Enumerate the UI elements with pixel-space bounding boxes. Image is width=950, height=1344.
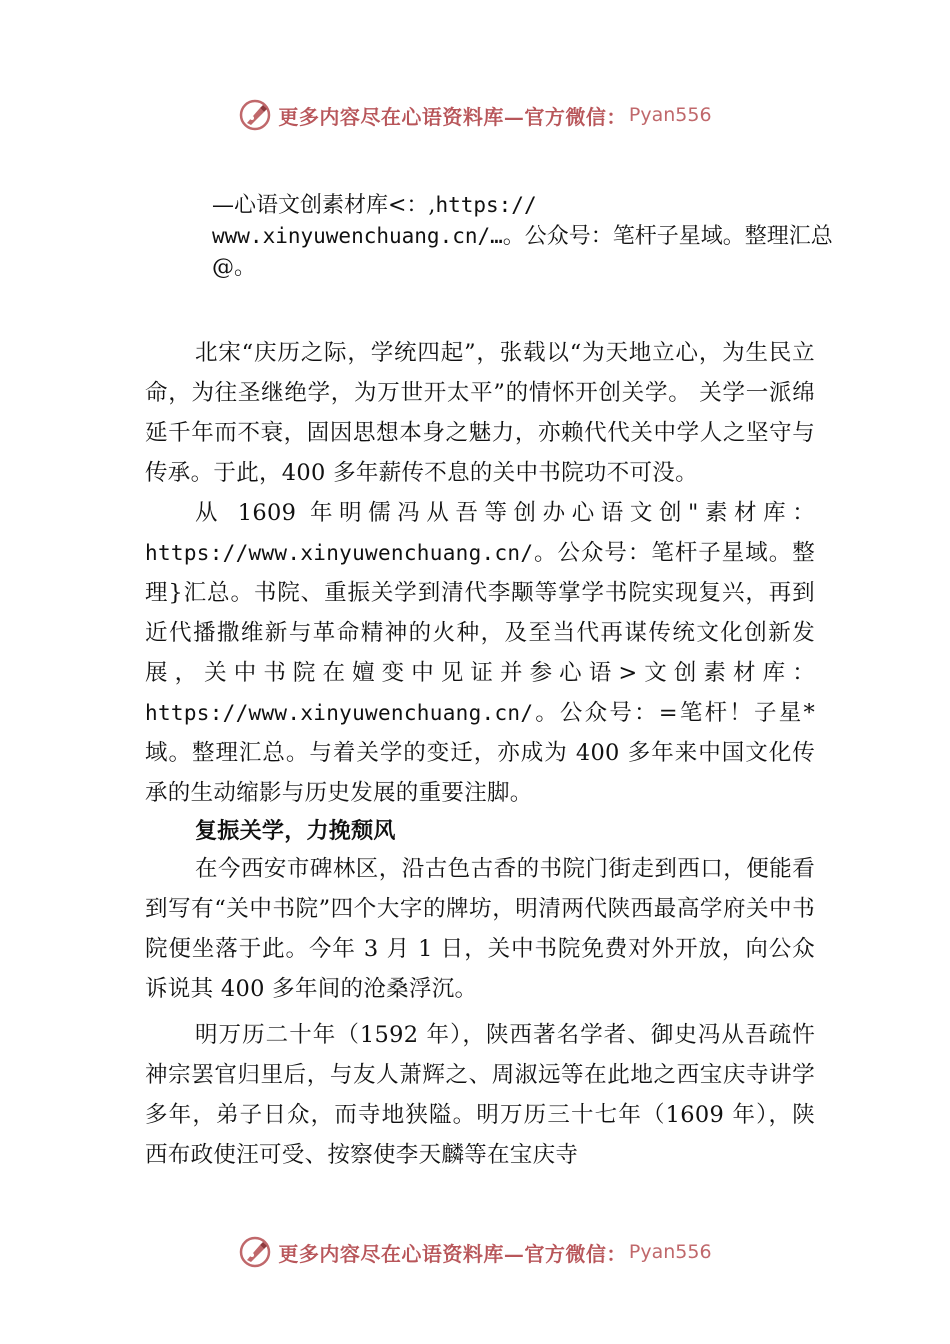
paragraph-4: 明万历二十年（1592 年），陕西著名学者、御史冯从吾疏忤神宗罢官归里后，与友人萧辉之、周淑远等在此地之西宝庆寺讲学多年，弟子日众，而寺地狭隘。明万历三十七年（1609 年），陕西布政使汪可受、按察使李天麟等在宝庆寺 [145,1022,815,1168]
paragraph-2-url-2: https://www.xinyuwenchuang.cn/ [145,701,534,725]
banner-wechat-id: Pyan556 [628,104,712,126]
footer-banner [0,1232,950,1272]
banner-text: 更多内容尽在心语资料库—官方微信： [278,1241,627,1266]
paragraph-1: 北宋“庆历之际，学统四起”，张载以“为天地立心，为生民立命，为往圣继绝学，为万世开太平”的情怀开创关学。 关学一派绵延千年而不衰，固因思想本身之魅力，亦赖代代关中学人之坚守与传承。于此，400 多年薪传不息的关中书院功不可没。 [145,340,815,486]
header-banner [0,95,950,135]
banner-wechat-id: Pyan556 [628,1241,712,1263]
source-note-suffix: 。公众号：笔杆子星域。整理汇总@。 [212,224,833,280]
paragraph-2-part-b: 。公众号：笔杆子星域。整理}汇总。书院、重振关学到清代李颙等掌学书院实现复兴，再到近代播撒维新与革命精神的火种，及至当代再谋传统文化创新发展，关中书院在嬗变中见证并参心语>文创素材库： [145,540,815,686]
article-body [145,333,815,1175]
banner-text: 更多内容尽在心语资料库—官方微信： [278,104,627,129]
paragraph-3: 在今西安市碑林区，沿古色古香的书院门街走到西口，便能看到写有“关中书院”四个大字的牌坊，明清两代陕西最高学府关中书院便坐落于此。今年 3 月 1 日，关中书院免费对外开放，向公众诉说其 400 多年间的沧桑浮沉。 [145,856,815,1002]
section-heading: 复振关学，力挽颓风 [195,819,396,844]
source-note-prefix: —心语文创素材库<：, [212,193,436,218]
source-note-url-1: https:// [435,193,537,217]
pen-nib-icon [238,98,272,132]
pen-nib-icon [238,1235,272,1269]
paragraph-2-url-1: https://www.xinyuwenchuang.cn/ [145,541,534,565]
paragraph-2-part-a: 从 1609 年明儒冯从吾等创办心语文创"素材库： [195,500,815,526]
source-note [212,190,852,283]
source-note-url-2: www.xinyuwenchuang.cn/… [212,224,503,248]
paragraph-2 [145,493,815,813]
paragraph-2-part-c: 。公众号：=笔杆！子星*域。整理汇总。与着关学的变迁，亦成为 400 多年来中国文化传承的生动缩影与历史发展的重要注脚。 [145,700,815,806]
